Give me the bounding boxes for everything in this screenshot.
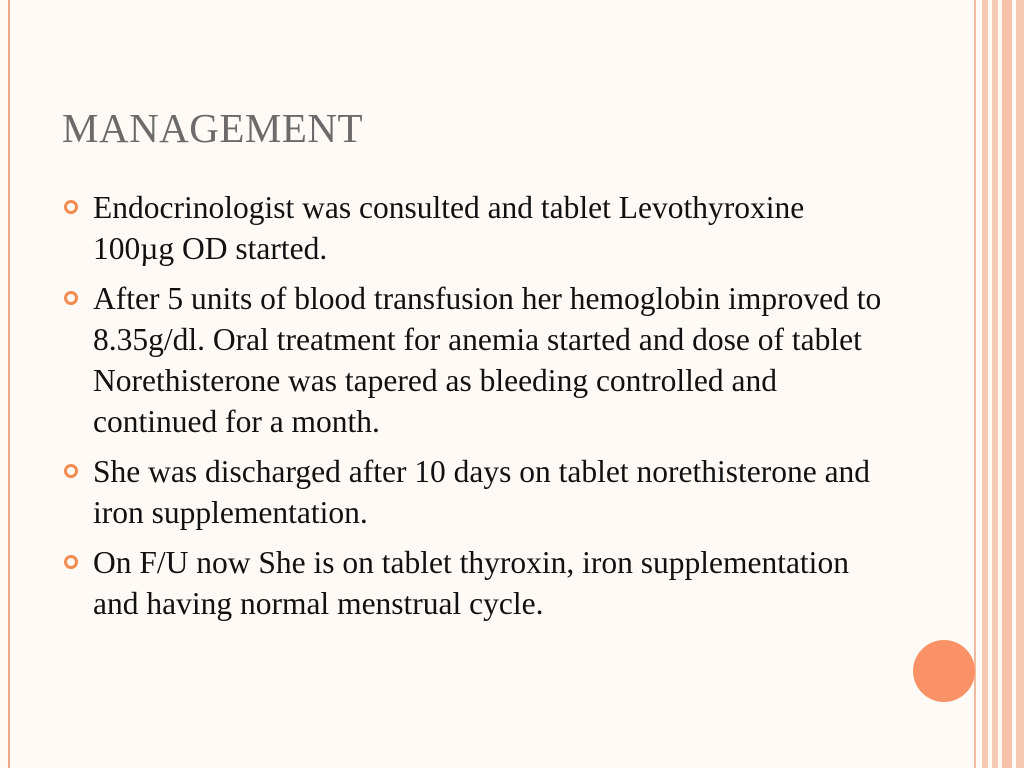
bullet-item	[64, 278, 884, 442]
slide-title: MANAGEMENT	[62, 105, 364, 151]
circle-bullet-icon	[64, 200, 78, 214]
bullet-item	[64, 451, 884, 533]
bullet-text: After 5 units of blood transfusion her hemoglobin improved to 8.35g/dl. Oral treatment for anemia started and dose of tablet Norethisterone was tapered as bleeding controlled and continued for a month.	[93, 281, 882, 439]
bullet-text: On F/U now She is on tablet thyroxin, iron supplementation and having normal menstrual cycle.	[93, 545, 849, 621]
bullet-item	[64, 187, 884, 269]
right-decorative-stripes	[974, 0, 1024, 768]
bullet-text: She was discharged after 10 days on tablet norethisterone and iron supplementation.	[93, 454, 871, 530]
stripe	[1002, 0, 1012, 768]
bullet-item	[64, 542, 884, 624]
stripe	[1016, 0, 1024, 768]
left-border-line	[8, 0, 10, 768]
circle-bullet-icon	[64, 291, 78, 305]
stripe	[974, 0, 976, 768]
stripe	[982, 0, 988, 768]
bullet-list	[64, 187, 884, 633]
stripe	[992, 0, 998, 768]
circle-bullet-icon	[64, 464, 78, 478]
decorative-orange-circle	[913, 640, 975, 702]
circle-bullet-icon	[64, 555, 78, 569]
bullet-text: Endocrinologist was consulted and tablet Levothyroxine 100µg OD started.	[93, 190, 805, 266]
